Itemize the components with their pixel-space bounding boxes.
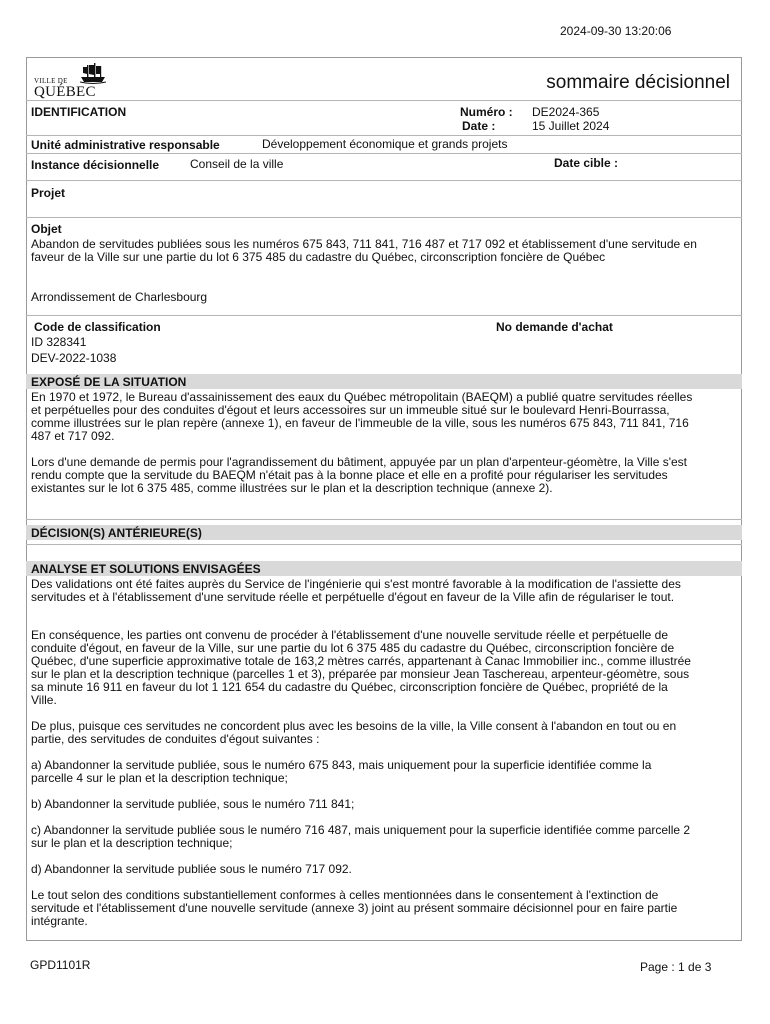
analyse-paragraph-1: Des validations ont été faites auprès du Service de l'ingénierie qui s'est montré favorable à la modification de l'assiette des servitudes et à l'établissement d'une servitude réelle et perpétuelle d'égout en faveur de la Ville afin de régulariser le tout.: [31, 577, 681, 604]
date-cible-label: Date cible :: [554, 156, 619, 170]
date-label: Date :: [462, 119, 496, 133]
code-classification-label: Code de classification: [34, 320, 161, 334]
objet-label: Objet: [31, 222, 62, 236]
analyse-heading: ANALYSE ET SOLUTIONS ENVISAGÉES: [31, 562, 261, 576]
divider: [26, 135, 742, 136]
divider: [26, 180, 742, 181]
section-band-decisions: [26, 525, 742, 540]
ship-icon: [78, 62, 108, 84]
expose-paragraph-1: En 1970 et 1972, le Bureau d'assainissement des eaux du Québec métropolitain (BAEQM) a publié quatre servitudes réelles et perpétuelles pour des conduites d'égout et leurs accessoires sur un immeuble situé sur le boulevard Henri-Bourrassa, comme illustrées sur le plan repère (annexe 1), en faveur de l'immeuble de la ville, sous les numéros 675 843, 711 841, 716 487 et 717 092.: [31, 390, 693, 443]
date-value: 15 Juillet 2024: [532, 119, 610, 133]
analyse-paragraph-4: Le tout selon des conditions substantiellement conformes à celles mentionnées dans le consentement à l'extinction de servitude et l'établissement d'une nouvelle servitude (annexe 3) joint au présent sommaire décisionnel pour en faire partie intégrante.: [31, 888, 678, 928]
instance-label: Instance décisionnelle: [31, 158, 160, 172]
instance-value: Conseil de la ville: [190, 157, 284, 171]
numero-label: Numéro :: [460, 105, 513, 119]
unite-value: Développement économique et grands projets: [262, 137, 508, 151]
section-band-analyse: [26, 561, 742, 576]
identification-heading: IDENTIFICATION: [31, 105, 127, 119]
analyse-paragraph-2: En conséquence, les parties ont convenu de procéder à l'établissement d'une nouvelle servitude réelle et perpétuelle de conduite d'égout, en faveur de la Ville, sur une partie du lot 6 375 485 du cadastre du Québec, circonscription foncière de Québec, d'une superficie approximative totale de 163,2 mètres carrés, appartenant à Canac Immobilier inc., comme illustrée sur le plan et la description technique (parcelles 1 et 3), préparée par monsieur Jean Taschereau, arpenteur-géomètre, sous sa minute 16 911 en faveur du lot 1 121 654 du cadastre du Québec, circonscription foncière de Québec, propriété de la Ville.: [31, 628, 691, 707]
logo-line-ville-de: VILLE DE: [34, 77, 68, 85]
divider: [26, 100, 742, 101]
expose-paragraph-2: Lors d'une demande de permis pour l'agrandissement du bâtiment, appuyée par un plan d'arpenteur-géomètre, la Ville s'est rendu compte que la servitude du BAEQM n'était pas à la bonne place et elle en a profité pour régulariser les servitudes existantes sur le lot 6 375 485, comme illustrées sur le plan et la description technique (annexe 2).: [31, 455, 688, 495]
numero-value: DE2024-365: [532, 105, 600, 119]
ville-de-quebec-logo: [34, 62, 116, 98]
analyse-item-c: c) Abandonner la servitude publiée sous le numéro 716 487, mais uniquement pour la superficie identifiée comme parcelle 2 sur le plan et la description technique;: [31, 823, 691, 850]
classification-id: ID 328341: [31, 335, 87, 349]
print-timestamp: 2024-09-30 13:20:06: [560, 24, 672, 38]
form-code: GPD1101R: [30, 958, 91, 972]
no-demande-achat-label: No demande d'achat: [496, 320, 613, 334]
classification-dev: DEV-2022-1038: [31, 351, 117, 365]
divider: [26, 315, 742, 316]
arrondissement: Arrondissement de Charlesbourg: [31, 290, 208, 304]
expose-heading: EXPOSÉ DE LA SITUATION: [31, 375, 187, 389]
analyse-item-b: b) Abandonner la servitude publiée, sous le numéro 711 841;: [31, 797, 355, 811]
decisions-heading: DÉCISION(S) ANTÉRIEURE(S): [31, 526, 202, 540]
page-number: Page : 1 de 3: [640, 960, 712, 974]
divider: [26, 544, 742, 545]
analyse-item-d: d) Abandonner la servitude publiée sous le numéro 717 092.: [31, 862, 352, 876]
analyse-paragraph-3: De plus, puisque ces servitudes ne concordent plus avec les besoins de la ville, la Ville consent à l'abandon en tout ou en partie, des servitudes de conduites d'égout suivantes :: [31, 719, 677, 746]
section-band-expose: [26, 374, 742, 389]
analyse-item-a: a) Abandonner la servitude publiée, sous le numéro 675 843, mais uniquement pour la superficie identifiée comme la parcelle 4 sur le plan et la description technique;: [31, 758, 652, 785]
projet-label: Projet: [31, 186, 66, 200]
objet-text: Abandon de servitudes publiées sous les numéros 675 843, 711 841, 716 487 et 717 092 et établissement d'une servitude en faveur de la Ville sur une partie du lot 6 375 485 du cadastre du Québec, circonscription foncière de Québec: [31, 237, 697, 264]
unite-label: Unité administrative responsable: [31, 138, 220, 152]
document-title: sommaire décisionnel: [546, 72, 730, 93]
divider: [26, 217, 742, 218]
divider: [26, 519, 742, 520]
divider: [26, 153, 742, 154]
logo-line-quebec: QUÉBEC: [34, 84, 96, 100]
